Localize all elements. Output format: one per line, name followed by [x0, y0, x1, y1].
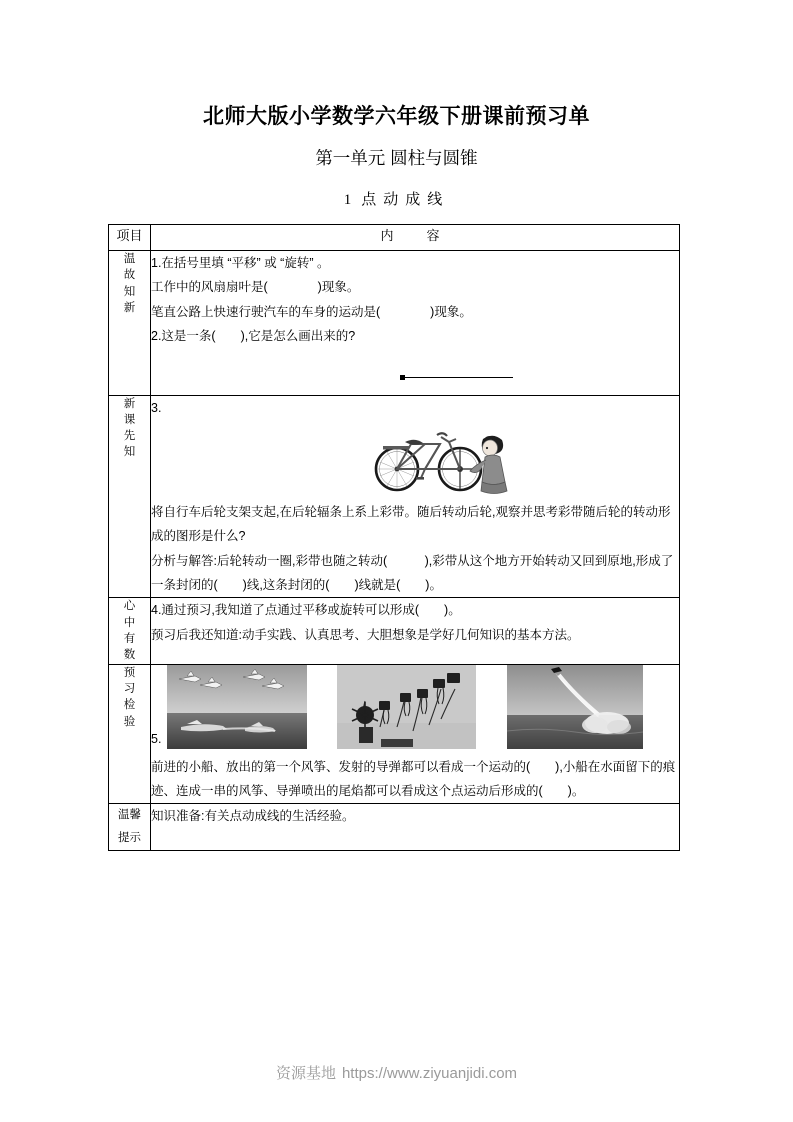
- new-lesson-item-number: 3.: [151, 400, 162, 415]
- row-label-text: 新课先知: [123, 397, 136, 459]
- review-line-1: 1.在括号里填 “平移” 或 “旋转” 。: [151, 256, 330, 270]
- confidence-line-2: 预习后我还知道:动手实践、认真思考、大胆想象是学好几何知识的基本方法。: [151, 627, 580, 642]
- row-content-tip: [151, 804, 680, 851]
- table-row: [109, 664, 680, 804]
- row-content-check: [151, 664, 680, 804]
- footer-watermark: [0, 1062, 793, 1083]
- preview-sheet-table: [108, 224, 680, 851]
- lesson-heading: [0, 188, 793, 209]
- boats-and-planes-at-sea-photo: [167, 665, 307, 749]
- row-label-text: 温故知新: [123, 253, 136, 314]
- table-row: [109, 251, 680, 396]
- row-label-review: [109, 251, 151, 396]
- new-lesson-line-2: 分析与解答:后轮转动一圈,彩带也随之转动( ),彩带从这个地方开始转动又回到原地,形成了一条封闭的( )线,这条封闭的( )线就是( )。: [151, 553, 674, 592]
- lesson-number: 1: [343, 192, 352, 208]
- row-label-confidence: [109, 598, 151, 664]
- check-item-number: 5.: [151, 731, 162, 746]
- column-header-label: 项目: [109, 225, 151, 251]
- row-label-new-lesson: [109, 395, 151, 598]
- review-line-3: 笔直公路上快速行驶汽车的车身的运动是( )现象。: [151, 304, 472, 319]
- kite-string-in-sky-photo: [337, 665, 476, 749]
- footer-url: https://www.ziyuanjidi.com: [341, 1065, 518, 1082]
- ray-line-icon: [401, 377, 513, 379]
- column-header-content: 内 容: [151, 225, 680, 251]
- row-content-review: [151, 251, 680, 396]
- table-row: [109, 395, 680, 598]
- footer-site-name: 资源基地: [275, 1065, 336, 1082]
- review-line-2: 工作中的风扇扇叶是( )现象。: [151, 280, 360, 295]
- tip-line-1: 知识准备:有关点动成线的生活经验。: [151, 809, 355, 824]
- row-label-check: [109, 664, 151, 804]
- lesson-name: 点动成线: [361, 191, 450, 208]
- table-header-row: [109, 225, 680, 251]
- review-line-4: 2.这是一条( ),它是怎么画出来的?: [151, 329, 356, 344]
- missile-launch-over-sea-photo: [507, 665, 643, 749]
- unit-subtitle: 第一单元 圆柱与圆锥: [315, 148, 478, 168]
- table-row: [109, 804, 680, 851]
- bicycle-figure-area: [151, 422, 679, 494]
- row-content-confidence: [151, 598, 680, 664]
- photo-strip: [151, 665, 679, 751]
- check-line-1: 前进的小船、放出的第一个风筝、发射的导弹都可以看成一个运动的( ),小船在水面留下的痕迹、连成一串的风筝、导弹喷出的尾焰都可以看成这个点运动后形成的( )。: [151, 759, 676, 799]
- new-lesson-line-1: 将自行车后轮支架支起,在后轮辐条上系上彩带。随后转动后轮,观察并思考彩带随后轮的转动形成的图形是什么?: [151, 504, 671, 544]
- row-label-text: 预习检验: [123, 666, 136, 728]
- row-label-tip: [109, 804, 151, 851]
- ray-figure-area: [151, 349, 679, 395]
- row-content-new-lesson: [151, 395, 680, 598]
- page-title: 北师大版小学数学六年级下册课前预习单: [203, 105, 590, 128]
- table-row: [109, 598, 680, 664]
- row-label-text: 温馨提示: [118, 809, 141, 845]
- bicycle-with-boy-icon: [363, 422, 513, 494]
- confidence-line-1: 4.通过预习,我知道了点通过平移或旋转可以形成( )。: [151, 603, 461, 618]
- row-label-text: 心中有数: [123, 600, 136, 662]
